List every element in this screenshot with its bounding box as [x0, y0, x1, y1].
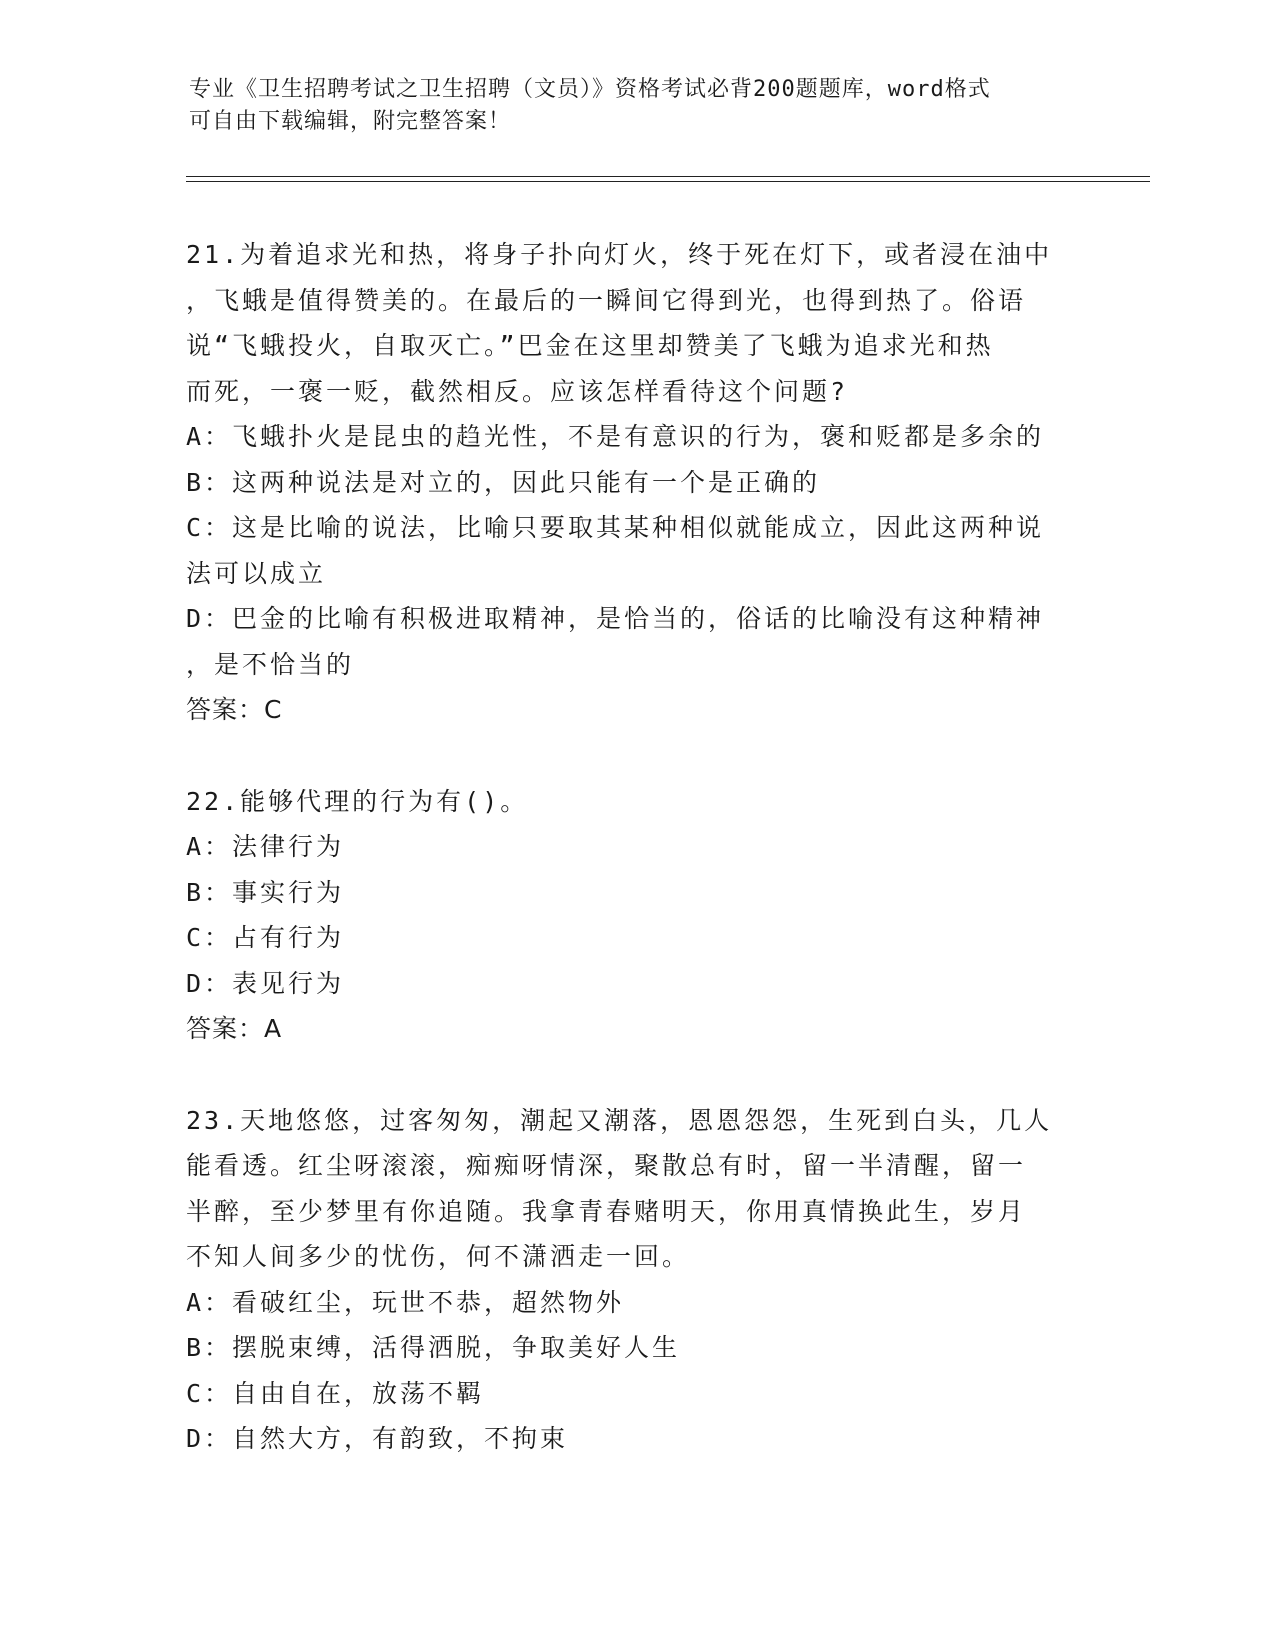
option-d: D：自然大方，有韵致，不拘束	[186, 1424, 569, 1453]
question-stem-line: 23.天地悠悠，过客匆匆，潮起又潮落，恩恩怨怨，生死到白头，几人	[186, 1105, 1053, 1135]
option-b: B：这两种说法是对立的，因此只能有一个是正确的	[186, 467, 821, 497]
question-stem-line: 22.能够代理的行为有()。	[186, 786, 529, 816]
question-stem-line: 能看透。红尘呀滚滚，痴痴呀情深，聚散总有时，留一半清醒，留一	[186, 1151, 1027, 1180]
question-stem-line: 不知人间多少的忧伤，何不潇洒走一回。	[186, 1242, 691, 1271]
option-a: A：法律行为	[186, 832, 345, 861]
option-a: A：看破红尘，玩世不恭，超然物外	[186, 1287, 625, 1317]
option-d: D：表见行为	[186, 968, 345, 998]
question-stem-line: 21.为着追求光和热，将身子扑向灯火，终于死在灯下，或者浸在油中	[186, 240, 1053, 269]
question-stem-line: ，飞蛾是值得赞美的。在最后的一瞬间它得到光，也得到热了。俗语	[186, 285, 1027, 315]
option-c: C：自由自在，放荡不羁	[186, 1378, 485, 1408]
option-a: A：飞蛾扑火是昆虫的趋光性，不是有意识的行为，褒和贬都是多余的	[186, 422, 1045, 451]
option-b: B：摆脱束缚，活得洒脱，争取美好人生	[186, 1333, 681, 1362]
option-b: B：事实行为	[186, 877, 345, 907]
question-stem-line: 半醉，至少梦里有你追随。我拿青春赌明天，你用真情换此生，岁月	[186, 1196, 1027, 1226]
header-title-line-2: 可自由下载编辑，附完整答案！	[189, 109, 512, 134]
header-title-line-1: 专业《卫生招聘考试之卫生招聘（文员）》资格考试必背200题题库，word格式	[189, 77, 991, 102]
option-d-continued: ，是不恰当的	[186, 649, 355, 679]
question-23	[186, 1098, 1076, 1462]
answer-label: 答案：C	[186, 695, 283, 724]
document-header	[189, 74, 1069, 138]
question-stem-line: 说“飞蛾投火，自取灭亡。”巴金在这里却赞美了飞蛾为追求光和热	[186, 331, 994, 360]
header-divider	[186, 176, 1150, 182]
question-stem-line: 而死，一褒一贬，截然相反。应该怎样看待这个问题?	[186, 376, 849, 406]
answer-label: 答案：A	[186, 1014, 283, 1043]
question-list	[186, 232, 1076, 1508]
question-22	[186, 779, 1076, 1052]
option-c: C：这是比喻的说法，比喻只要取其某种相似就能成立，因此这两种说	[186, 513, 1045, 542]
question-21	[186, 232, 1076, 733]
option-c: C：占有行为	[186, 923, 345, 952]
option-c-continued: 法可以成立	[186, 558, 327, 588]
option-d: D：巴金的比喻有积极进取精神，是恰当的，俗话的比喻没有这种精神	[186, 604, 1045, 633]
